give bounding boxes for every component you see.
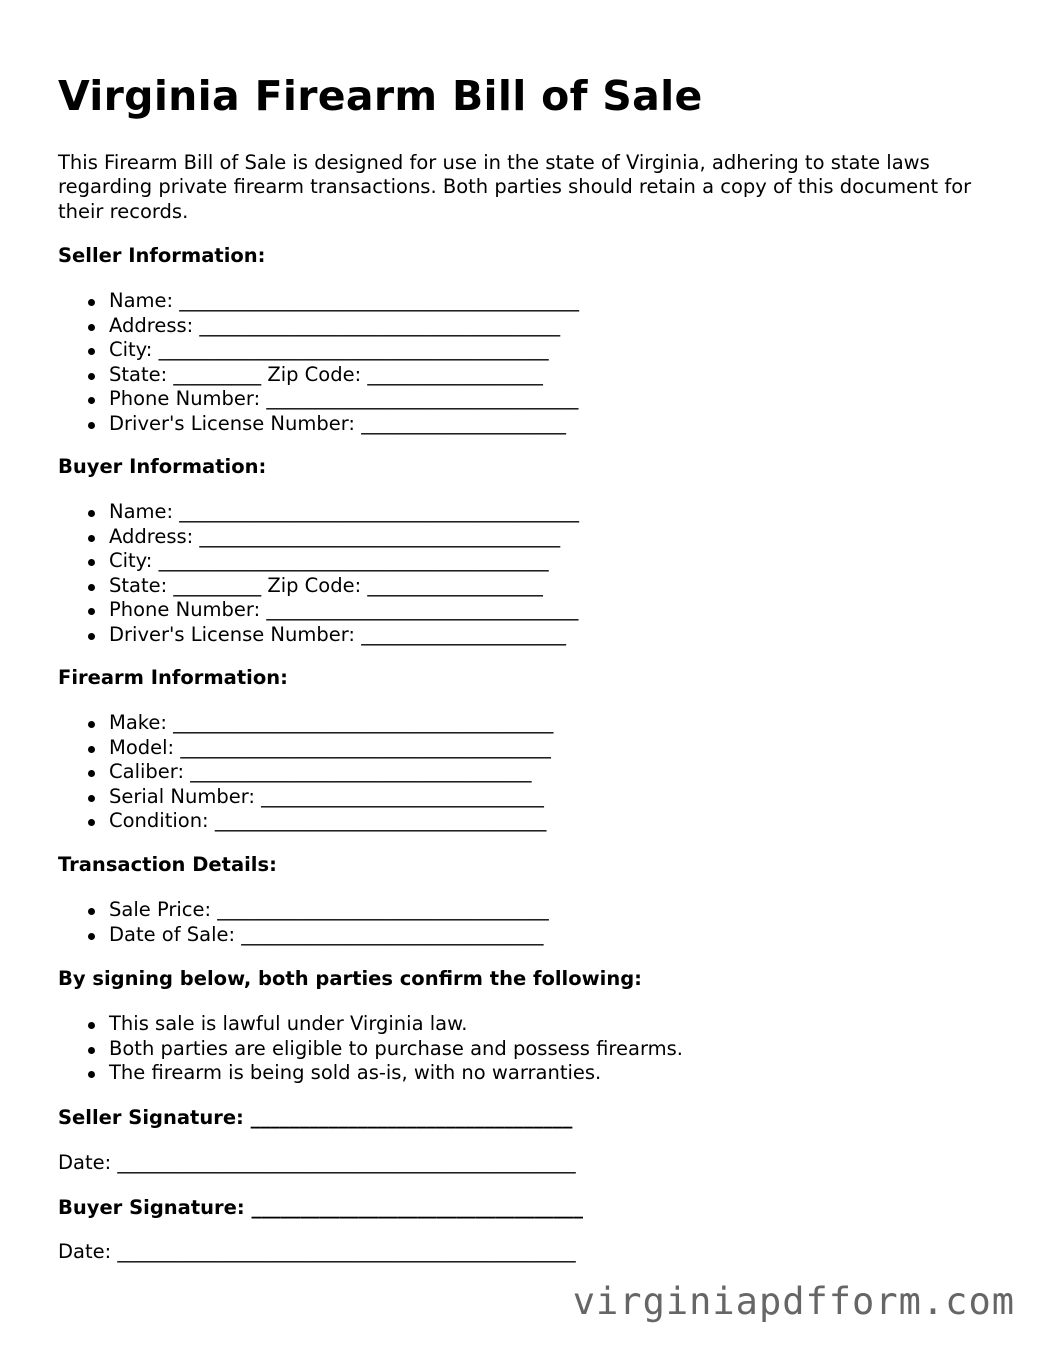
firearm-fields bbox=[58, 711, 553, 834]
buyer-state-zip-field[interactable]: State: _________ Zip Code: __________________ bbox=[58, 574, 579, 599]
document-title: Virginia Firearm Bill of Sale bbox=[58, 72, 703, 120]
sale-price-field[interactable]: Sale Price: __________________________________ bbox=[58, 898, 549, 923]
seller-heading: Seller Information: bbox=[58, 244, 266, 267]
seller-fields bbox=[58, 289, 579, 436]
firearm-serial-field[interactable]: Serial Number: _____________________________ bbox=[58, 785, 553, 810]
seller-state-zip-field[interactable]: State: _________ Zip Code: __________________ bbox=[58, 363, 579, 388]
buyer-address-field[interactable]: Address: _____________________________________ bbox=[58, 525, 579, 550]
transaction-fields bbox=[58, 898, 549, 947]
buyer-license-field[interactable]: Driver's License Number: _____________________ bbox=[58, 623, 579, 648]
confirmation-item: Both parties are eligible to purchase and possess firearms. bbox=[58, 1037, 683, 1062]
buyer-city-field[interactable]: City: ________________________________________ bbox=[58, 549, 579, 574]
seller-signature-line[interactable]: Seller Signature: _________________________________ bbox=[58, 1106, 573, 1129]
intro-paragraph: This Firearm Bill of Sale is designed for use in the state of Virginia, adhering to state laws regarding private firearm transactions. Both parties should retain a copy of this document for their records. bbox=[58, 151, 972, 223]
seller-date-line[interactable]: Date: _______________________________________________ bbox=[58, 1151, 576, 1174]
seller-address-field[interactable]: Address: _____________________________________ bbox=[58, 314, 579, 339]
buyer-heading: Buyer Information: bbox=[58, 455, 267, 478]
site-watermark: virginiapdfform.com bbox=[572, 1280, 1015, 1323]
confirmation-item: This sale is lawful under Virginia law. bbox=[58, 1012, 683, 1037]
confirmation-list bbox=[58, 1012, 683, 1086]
buyer-name-field[interactable]: Name: _________________________________________ bbox=[58, 500, 579, 525]
seller-city-field[interactable]: City: ________________________________________ bbox=[58, 338, 579, 363]
transaction-heading: Transaction Details: bbox=[58, 853, 277, 876]
firearm-heading: Firearm Information: bbox=[58, 666, 288, 689]
seller-license-field[interactable]: Driver's License Number: _____________________ bbox=[58, 412, 579, 437]
buyer-signature-line[interactable]: Buyer Signature: __________________________________ bbox=[58, 1196, 583, 1219]
buyer-date-line[interactable]: Date: _______________________________________________ bbox=[58, 1240, 576, 1263]
confirmation-heading: By signing below, both parties confirm the following: bbox=[58, 967, 642, 990]
firearm-caliber-field[interactable]: Caliber: ___________________________________ bbox=[58, 760, 553, 785]
seller-name-field[interactable]: Name: _________________________________________ bbox=[58, 289, 579, 314]
seller-phone-field[interactable]: Phone Number: ________________________________ bbox=[58, 387, 579, 412]
firearm-make-field[interactable]: Make: _______________________________________ bbox=[58, 711, 553, 736]
buyer-fields bbox=[58, 500, 579, 647]
confirmation-item: The firearm is being sold as-is, with no warranties. bbox=[58, 1061, 683, 1086]
firearm-condition-field[interactable]: Condition: __________________________________ bbox=[58, 809, 553, 834]
sale-date-field[interactable]: Date of Sale: _______________________________ bbox=[58, 923, 549, 948]
buyer-phone-field[interactable]: Phone Number: ________________________________ bbox=[58, 598, 579, 623]
firearm-model-field[interactable]: Model: ______________________________________ bbox=[58, 736, 553, 761]
